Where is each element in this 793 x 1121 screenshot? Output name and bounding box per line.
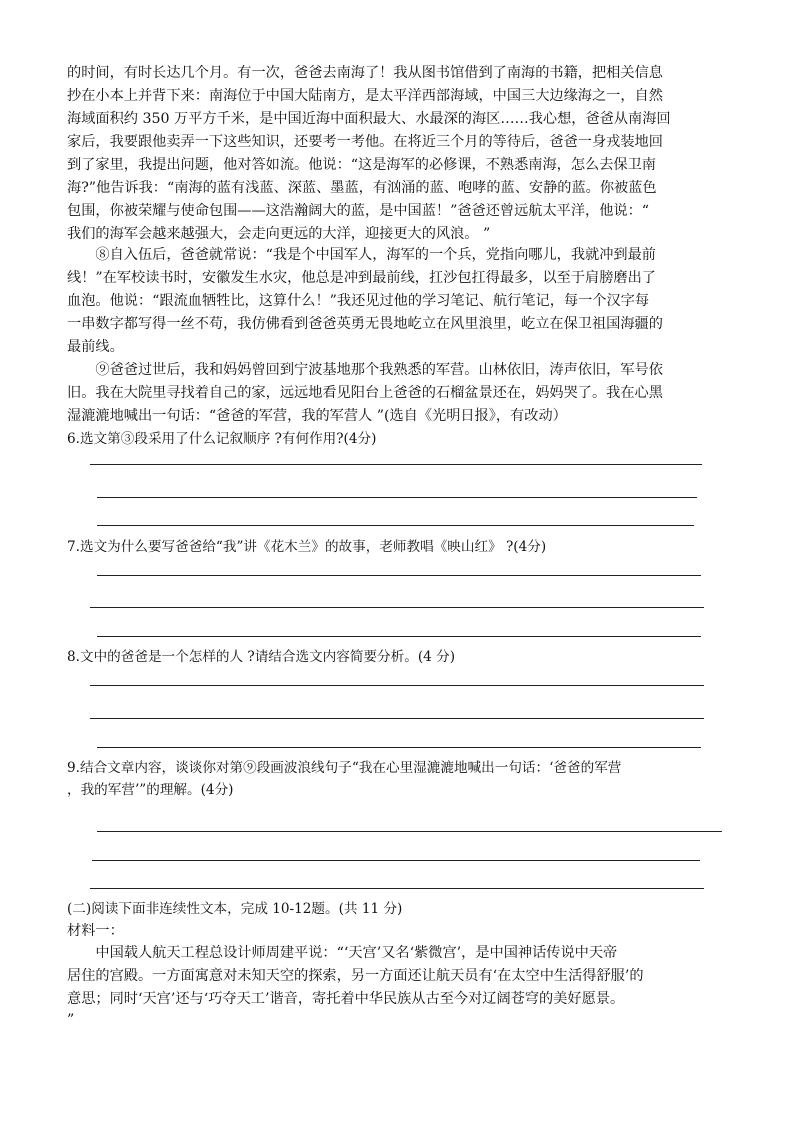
answer-line[interactable] xyxy=(97,525,694,526)
answer-line[interactable] xyxy=(90,607,704,608)
question-7: 7.选文为什么要写爸爸给“我”讲《花木兰》的故事，老师教唱《映山红》 ?(4分) xyxy=(67,539,547,555)
answer-line[interactable] xyxy=(97,747,701,748)
question-8: 8.文中的爸爸是一个怎样的人 ?请结合选文内容简要分析。(4 分) xyxy=(67,649,455,665)
material-line: 居住的宫殿。一方面寓意对未知天空的探索，另一方面还让航天员有‘在太空中生活得舒服’的 xyxy=(67,968,644,984)
passage-line: ⑧自入伍后，爸爸就常说：“我是个中国军人，海军的一个兵，党指向哪儿，我就冲到最前 xyxy=(67,247,656,263)
answer-line[interactable] xyxy=(90,464,702,465)
answer-line[interactable] xyxy=(97,636,701,637)
passage-line: 到了家里，我提出问题，他对答如流。他说：“这是海军的必修课，不熟悉南海，怎么去保卫南 xyxy=(67,157,656,173)
passage-line: 一串数字都写得一丝不苟，我仿佛看到爸爸英勇无畏地屹立在风里浪里，屹立在保卫祖国海疆的 xyxy=(67,316,663,332)
answer-line[interactable] xyxy=(90,888,704,889)
passage-line: 湿漉漉地喊出一句话：“爸爸的军营，我的军营人 ”(选自《光明日报》，有改动） xyxy=(67,408,567,424)
answer-line[interactable] xyxy=(90,718,704,719)
material-label: 材料一： xyxy=(67,923,124,939)
passage-line: 海?”他告诉我：“南海的蓝有浅蓝、深蓝、墨蓝，有汹涌的蓝、咆哮的蓝、安静的蓝。你被蓝色 xyxy=(67,180,657,196)
passage-line: 海域面积约 350 万平方千米，是中国近海中面积最大、水最深的海区……我心想，爸爸从南海回 xyxy=(67,111,671,127)
passage-line: 的时间，有时长达几个月。有一次，爸爸去南海了！我从图书馆借到了南海的书籍，把相关信息 xyxy=(67,65,663,81)
passage-line: 血泡。他说：“跟流血牺牲比，这算什么！”我还见过他的学习笔记、航行笔记，每一个汉字每 xyxy=(67,293,650,309)
question-9: 9.结合文章内容，谈谈你对第⑨段画波浪线句子“我在心里湿漉漉地喊出一句话：‘爸爸的军营 xyxy=(67,760,622,776)
passage-line: 抄在小本上并背下来：南海位于中国大陆南方，是太平洋西部海域，中国三大边缘海之一，自然 xyxy=(67,88,663,104)
material-line: ” xyxy=(67,1012,75,1028)
section-heading: (二)阅读下面非连续性文本，完成 10-12题。(共 11 分) xyxy=(67,901,403,917)
passage-line: ⑨爸爸过世后，我和妈妈曾回到宁波基地那个我熟悉的军营。山林依旧，涛声依旧，军号依 xyxy=(67,362,663,378)
answer-line[interactable] xyxy=(97,575,701,576)
answer-line[interactable] xyxy=(90,685,704,686)
passage-line: 我们的海军会越来越强大，会走向更远的大洋，迎接更大的风浪。 ” xyxy=(67,226,491,242)
material-line: 意思；同时‘天宫’还与‘巧夺天工’谐音，寄托着中华民族从古至今对辽阔苍穹的美好愿景。 xyxy=(67,991,625,1007)
passage-line: 最前线。 xyxy=(67,339,124,355)
answer-line[interactable] xyxy=(97,497,697,498)
question-6: 6.选文第③段采用了什么记叙顺序 ?有何作用?(4分) xyxy=(67,431,377,447)
question-9-continued: ，我的军营’”的理解。(4分) xyxy=(67,782,234,798)
passage-line: 包围，你被荣耀与使命包围——这浩瀚阔大的蓝，是中国蓝！”爸爸还曾远航太平洋，他说：“ xyxy=(67,203,650,219)
passage-line: 线！”在军校读书时，安徽发生水灾，他总是冲到最前线，扛沙包扛得最多，以至于肩膀磨出了 xyxy=(67,270,656,286)
answer-line[interactable] xyxy=(97,831,722,832)
passage-line: 旧。我在大院里寻找着自己的家，远远地看见阳台上爸爸的石榴盆景还在，妈妈哭了。我在心黑 xyxy=(67,385,663,401)
material-line: 中国载人航天工程总设计师周建平说：“‘天宫’又名‘紫微宫’，是中国神话传说中天帝 xyxy=(67,945,618,961)
passage-line: 家后，我要跟他卖弄一下这些知识，还要考一考他。在将近三个月的等待后，爸爸一身戎装地回 xyxy=(67,134,663,150)
answer-line[interactable] xyxy=(92,860,700,861)
